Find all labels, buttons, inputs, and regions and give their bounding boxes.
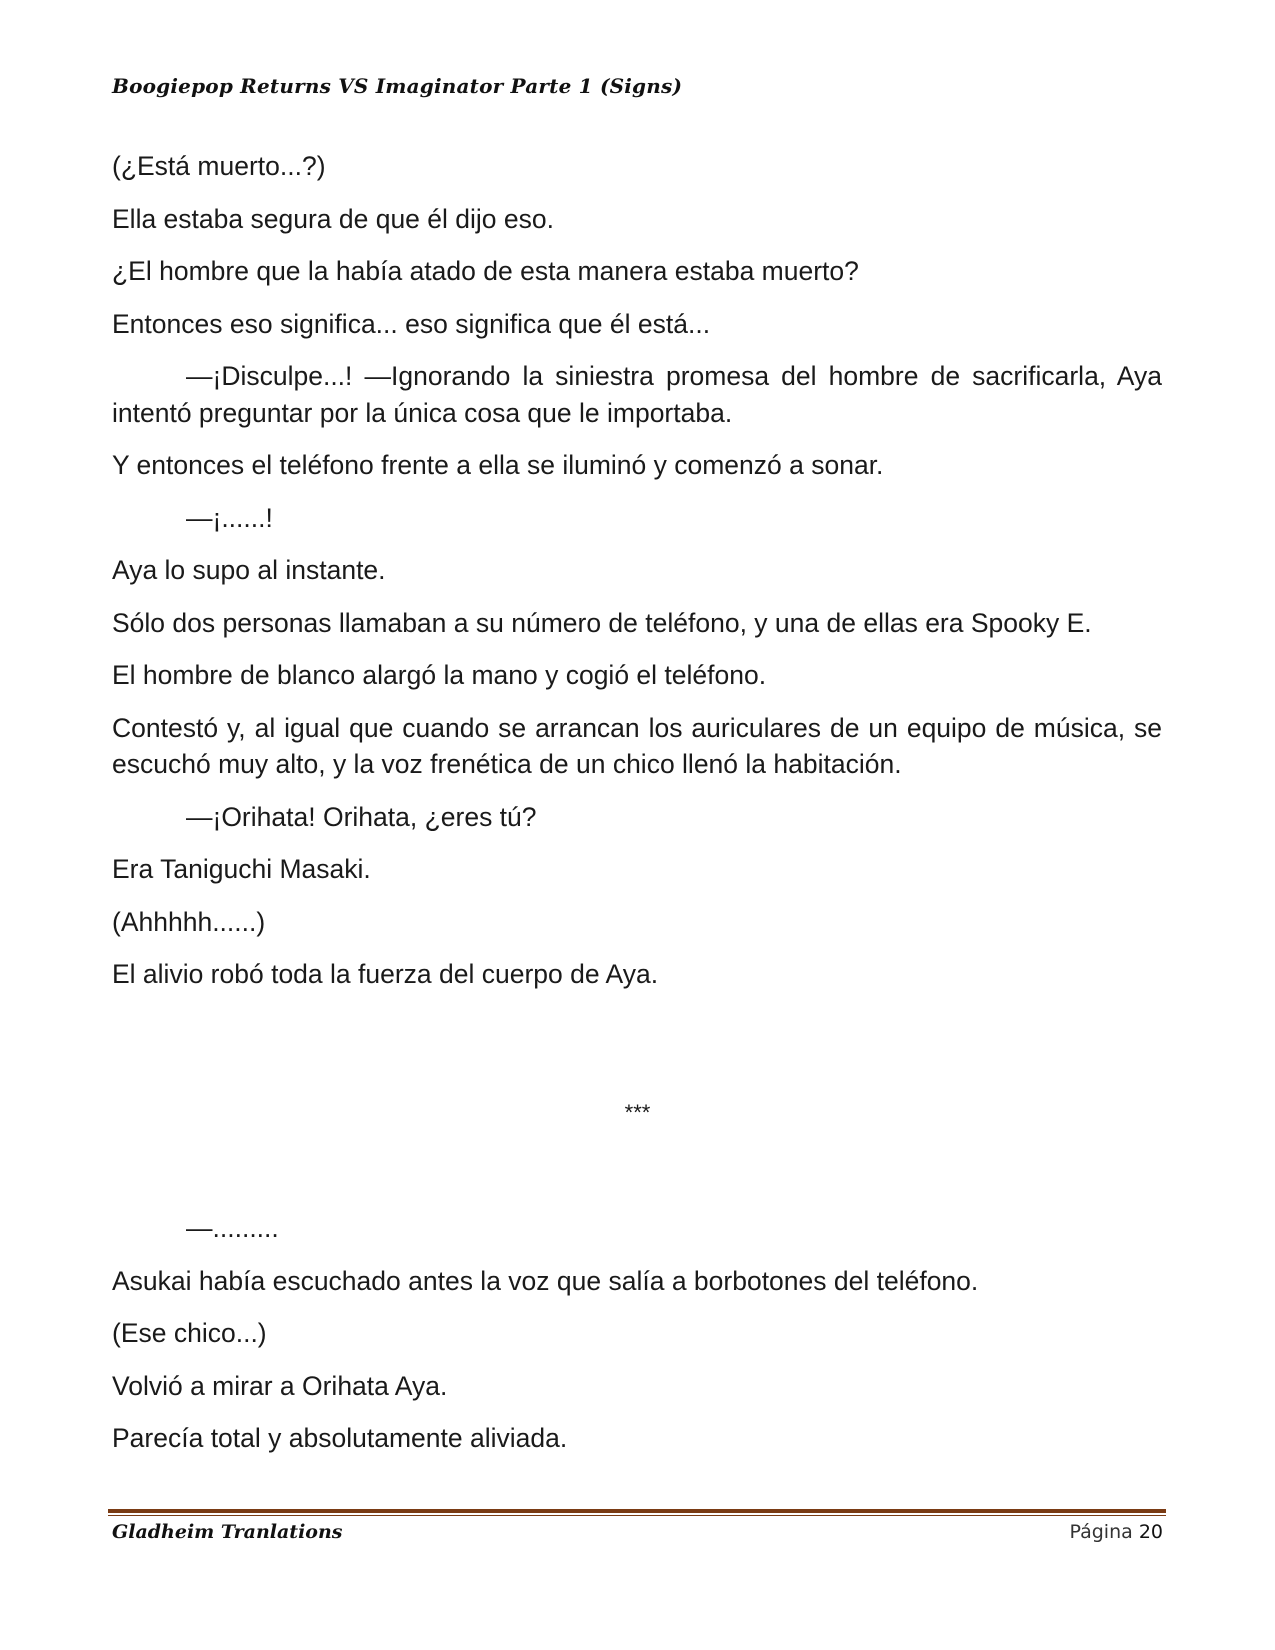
paragraph: Era Taniguchi Masaki. xyxy=(112,854,371,884)
scene-separator: *** xyxy=(624,1100,651,1125)
footer-rule-thick xyxy=(108,1509,1166,1513)
footer-credit: Gladheim Tranlations xyxy=(112,1521,343,1543)
footer-rule-thin xyxy=(108,1515,1166,1516)
dialogue-paragraph: —¡......! xyxy=(186,502,273,533)
dialogue-paragraph: —¡Orihata! Orihata, ¿eres tú? xyxy=(186,801,537,832)
page-label: Página xyxy=(1069,1521,1133,1543)
paragraph: Entonces eso significa... eso significa que él está... xyxy=(112,308,711,339)
paragraph: El hombre de blanco alargó la mano y cogió el teléfono. xyxy=(112,660,767,690)
paragraph: Parecía total y absolutamente aliviada. xyxy=(112,1423,568,1453)
paragraph: Sólo dos personas llamaban a su número de teléfono, y una de ellas era Spooky E. xyxy=(112,607,1092,638)
paragraph: (¿Está muerto...?) xyxy=(112,151,326,181)
paragraph: (Ahhhhh......) xyxy=(112,906,266,937)
paragraph: Volvió a mirar a Orihata Aya. xyxy=(112,1370,448,1401)
page-number-value: 20 xyxy=(1138,1521,1163,1543)
paragraph: El alivio robó toda la fuerza del cuerpo de Aya. xyxy=(112,959,659,989)
paragraph: Ella estaba segura de que él dijo eso. xyxy=(112,203,554,234)
paragraph: (Ese chico...) xyxy=(112,1318,267,1348)
paragraph: ¿El hombre que la había atado de esta manera estaba muerto? xyxy=(112,256,859,286)
paragraph: Contestó y, al igual que cuando se arrancan los auriculares de un equipo de música, se escuchó muy alto, y la voz frenética de un chico llenó la habitación. xyxy=(112,712,1162,779)
dialogue-paragraph: —......... xyxy=(186,1213,279,1243)
paragraph: Y entonces el teléfono frente a ella se iluminó y comenzó a sonar. xyxy=(112,450,884,480)
body-text-bottom xyxy=(112,1210,1162,1473)
body-text-top xyxy=(112,148,1162,1009)
dialogue-paragraph: —¡Disculpe...! —Ignorando la siniestra promesa del hombre de sacrificarla, Aya intentó preguntar por la única cosa que le importaba. xyxy=(112,361,1162,428)
paragraph: Aya lo supo al instante. xyxy=(112,555,386,585)
paragraph: Asukai había escuchado antes la voz que salía a borbotones del teléfono. xyxy=(112,1265,979,1296)
page-number xyxy=(1069,1521,1163,1543)
page-header-title: Boogiepop Returns VS Imaginator Parte 1 (Signs) xyxy=(112,74,683,98)
